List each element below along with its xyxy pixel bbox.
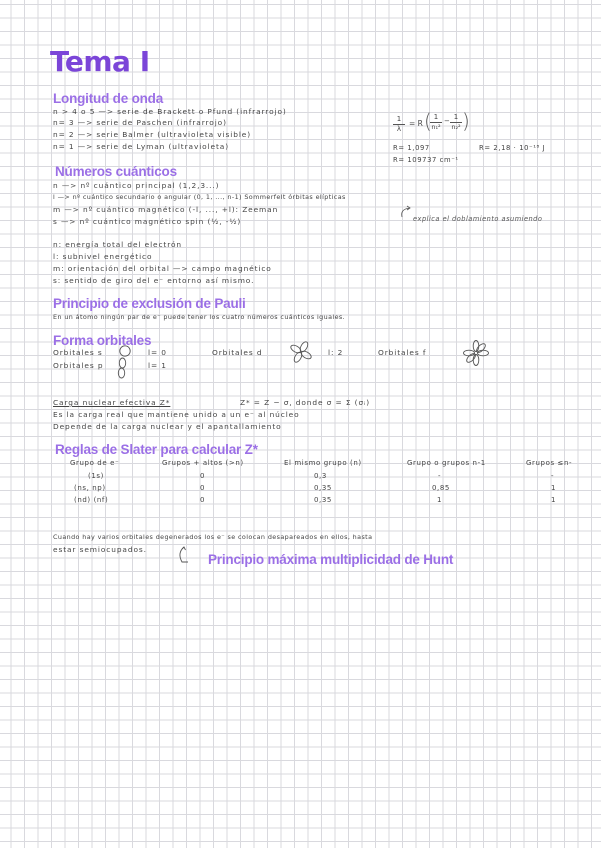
slater-cell: (nd) (nf): [74, 496, 109, 504]
orbital-d-label: Orbitales d: [212, 348, 263, 357]
rydberg-value: R= 1,097: [393, 144, 430, 152]
heading-pauli: Principio de exclusión de Pauli: [53, 296, 246, 311]
slater-cell: -: [551, 472, 555, 480]
slater-cell: 1: [551, 496, 557, 504]
slater-cell: 1: [437, 496, 443, 504]
carga-formula: Z* = Z − σ, donde σ = Σ (σᵢ): [240, 398, 371, 407]
formula-f2-num: 1: [453, 113, 459, 121]
heading-longitud-onda: Longitud de onda: [53, 91, 164, 106]
series-line: n= 2 —> serie Balmer (ultravioleta visible): [53, 130, 251, 139]
slater-header: Grupo o grupos n-1: [407, 459, 486, 467]
formula-f2-den: n₂²: [451, 123, 461, 131]
series-line: n > 4 o 5 —> serie de Brackett o Pfund (infrarrojo): [53, 107, 287, 116]
heading-hund: Principio máxima multiplicidad de Hunt: [208, 552, 454, 567]
rydberg-value-cm: R= 109737 cm⁻¹: [393, 156, 459, 164]
series-line: n= 1 —> serie de Lyman (ultravioleta): [53, 142, 230, 151]
slater-header: Grupos + altos (>n): [162, 459, 244, 467]
formula-lhs-num: 1: [396, 115, 402, 123]
pauli-text: En un átomo ningún par de e⁻ puede tener los cuatro números cuánticos iguales.: [53, 313, 346, 321]
hund-line: Cuando hay varios orbitales degenerados los e⁻ se colocan desapareados en ellos, hasta: [53, 533, 373, 541]
orbital-p-label: Orbitales p: [53, 361, 104, 370]
slater-cell: (ns, np): [74, 484, 106, 492]
quantum-line: m —> nº cuántico magnético (-l, ..., +l): Zeeman: [53, 205, 279, 214]
slater-header: El mismo grupo (n): [284, 459, 362, 467]
heading-forma-orbitales: Forma orbitales: [53, 333, 152, 348]
quantum-line: n —> nº cuántico principal (1,2,3...): [53, 181, 220, 190]
p-orbital-icon: [116, 357, 128, 381]
orbital-s-l: l= 0: [148, 348, 167, 357]
carga-line: Es la carga real que mantiene unido a un e⁻ al núcleo: [53, 410, 300, 419]
d-orbital-icon: [289, 340, 313, 364]
orbital-d-l: l: 2: [328, 348, 344, 357]
orbital-f-label: Orbitales f: [378, 348, 427, 357]
quantum-desc: s: sentido de giro del e⁻ entorno así mismo.: [53, 276, 255, 285]
formula-f1-den: n₁²: [431, 123, 441, 131]
paren-close: ): [462, 109, 470, 133]
quantum-desc: n: energía total del electrón: [53, 240, 183, 249]
slater-cell: 0,35: [314, 496, 332, 504]
quantum-line: l —> nº cuántico secundario o angular (0, 1, ..., n-1) Sommerfelt órbitas elípticas: [53, 193, 346, 201]
slater-cell: -: [438, 472, 442, 480]
carga-line: Depende de la carga nuclear y el apantallamiento: [53, 422, 282, 431]
side-note: explica el doblamiento asumiendo: [413, 215, 543, 223]
hund-line: estar semiocupados.: [53, 545, 147, 554]
quantum-desc: l: subnivel energético: [53, 252, 153, 261]
slater-cell: 0: [200, 472, 206, 480]
slater-cell: 0,35: [314, 484, 332, 492]
slater-cell: 0,85: [432, 484, 450, 492]
formula-f1-num: 1: [433, 113, 439, 121]
slater-cell: 0,3: [314, 472, 327, 480]
slater-cell: 0: [200, 484, 206, 492]
orbital-s-label: Orbitales s: [53, 348, 103, 357]
curved-arrow-icon: [399, 205, 413, 219]
formula-eq: = R: [409, 119, 423, 128]
formula-lhs-den: λ: [396, 125, 402, 133]
s-orbital-icon: [118, 344, 132, 358]
paren-open: (: [424, 109, 432, 133]
slater-header: Grupos ≤n-: [526, 459, 573, 467]
carga-label: Carga nuclear efectiva Z*: [53, 398, 171, 407]
quantum-line: s —> nº cuántico magnético spin (½, -½): [53, 217, 242, 226]
quantum-desc: m: orientación del orbital —> campo magnético: [53, 264, 272, 273]
heading-slater: Reglas de Slater para calcular Z*: [55, 442, 258, 457]
slater-header: Grupo de e⁻: [70, 459, 120, 467]
rydberg-energy: R= 2,18 · 10⁻¹⁸ J: [479, 144, 546, 152]
formula-minus: −: [444, 117, 450, 125]
orbital-p-l: l= 1: [148, 361, 167, 370]
slater-cell: 1: [551, 484, 557, 492]
f-orbital-icon: [463, 340, 489, 366]
slater-cell: (1s): [88, 472, 104, 480]
curved-arrow-icon: [176, 545, 190, 565]
slater-cell: 0: [200, 496, 206, 504]
heading-numeros-cuanticos: Números cuánticos: [55, 164, 177, 179]
page-title: Tema I: [50, 45, 150, 78]
series-line: n= 3 —> serie de Paschen (infrarrojo): [53, 118, 227, 127]
